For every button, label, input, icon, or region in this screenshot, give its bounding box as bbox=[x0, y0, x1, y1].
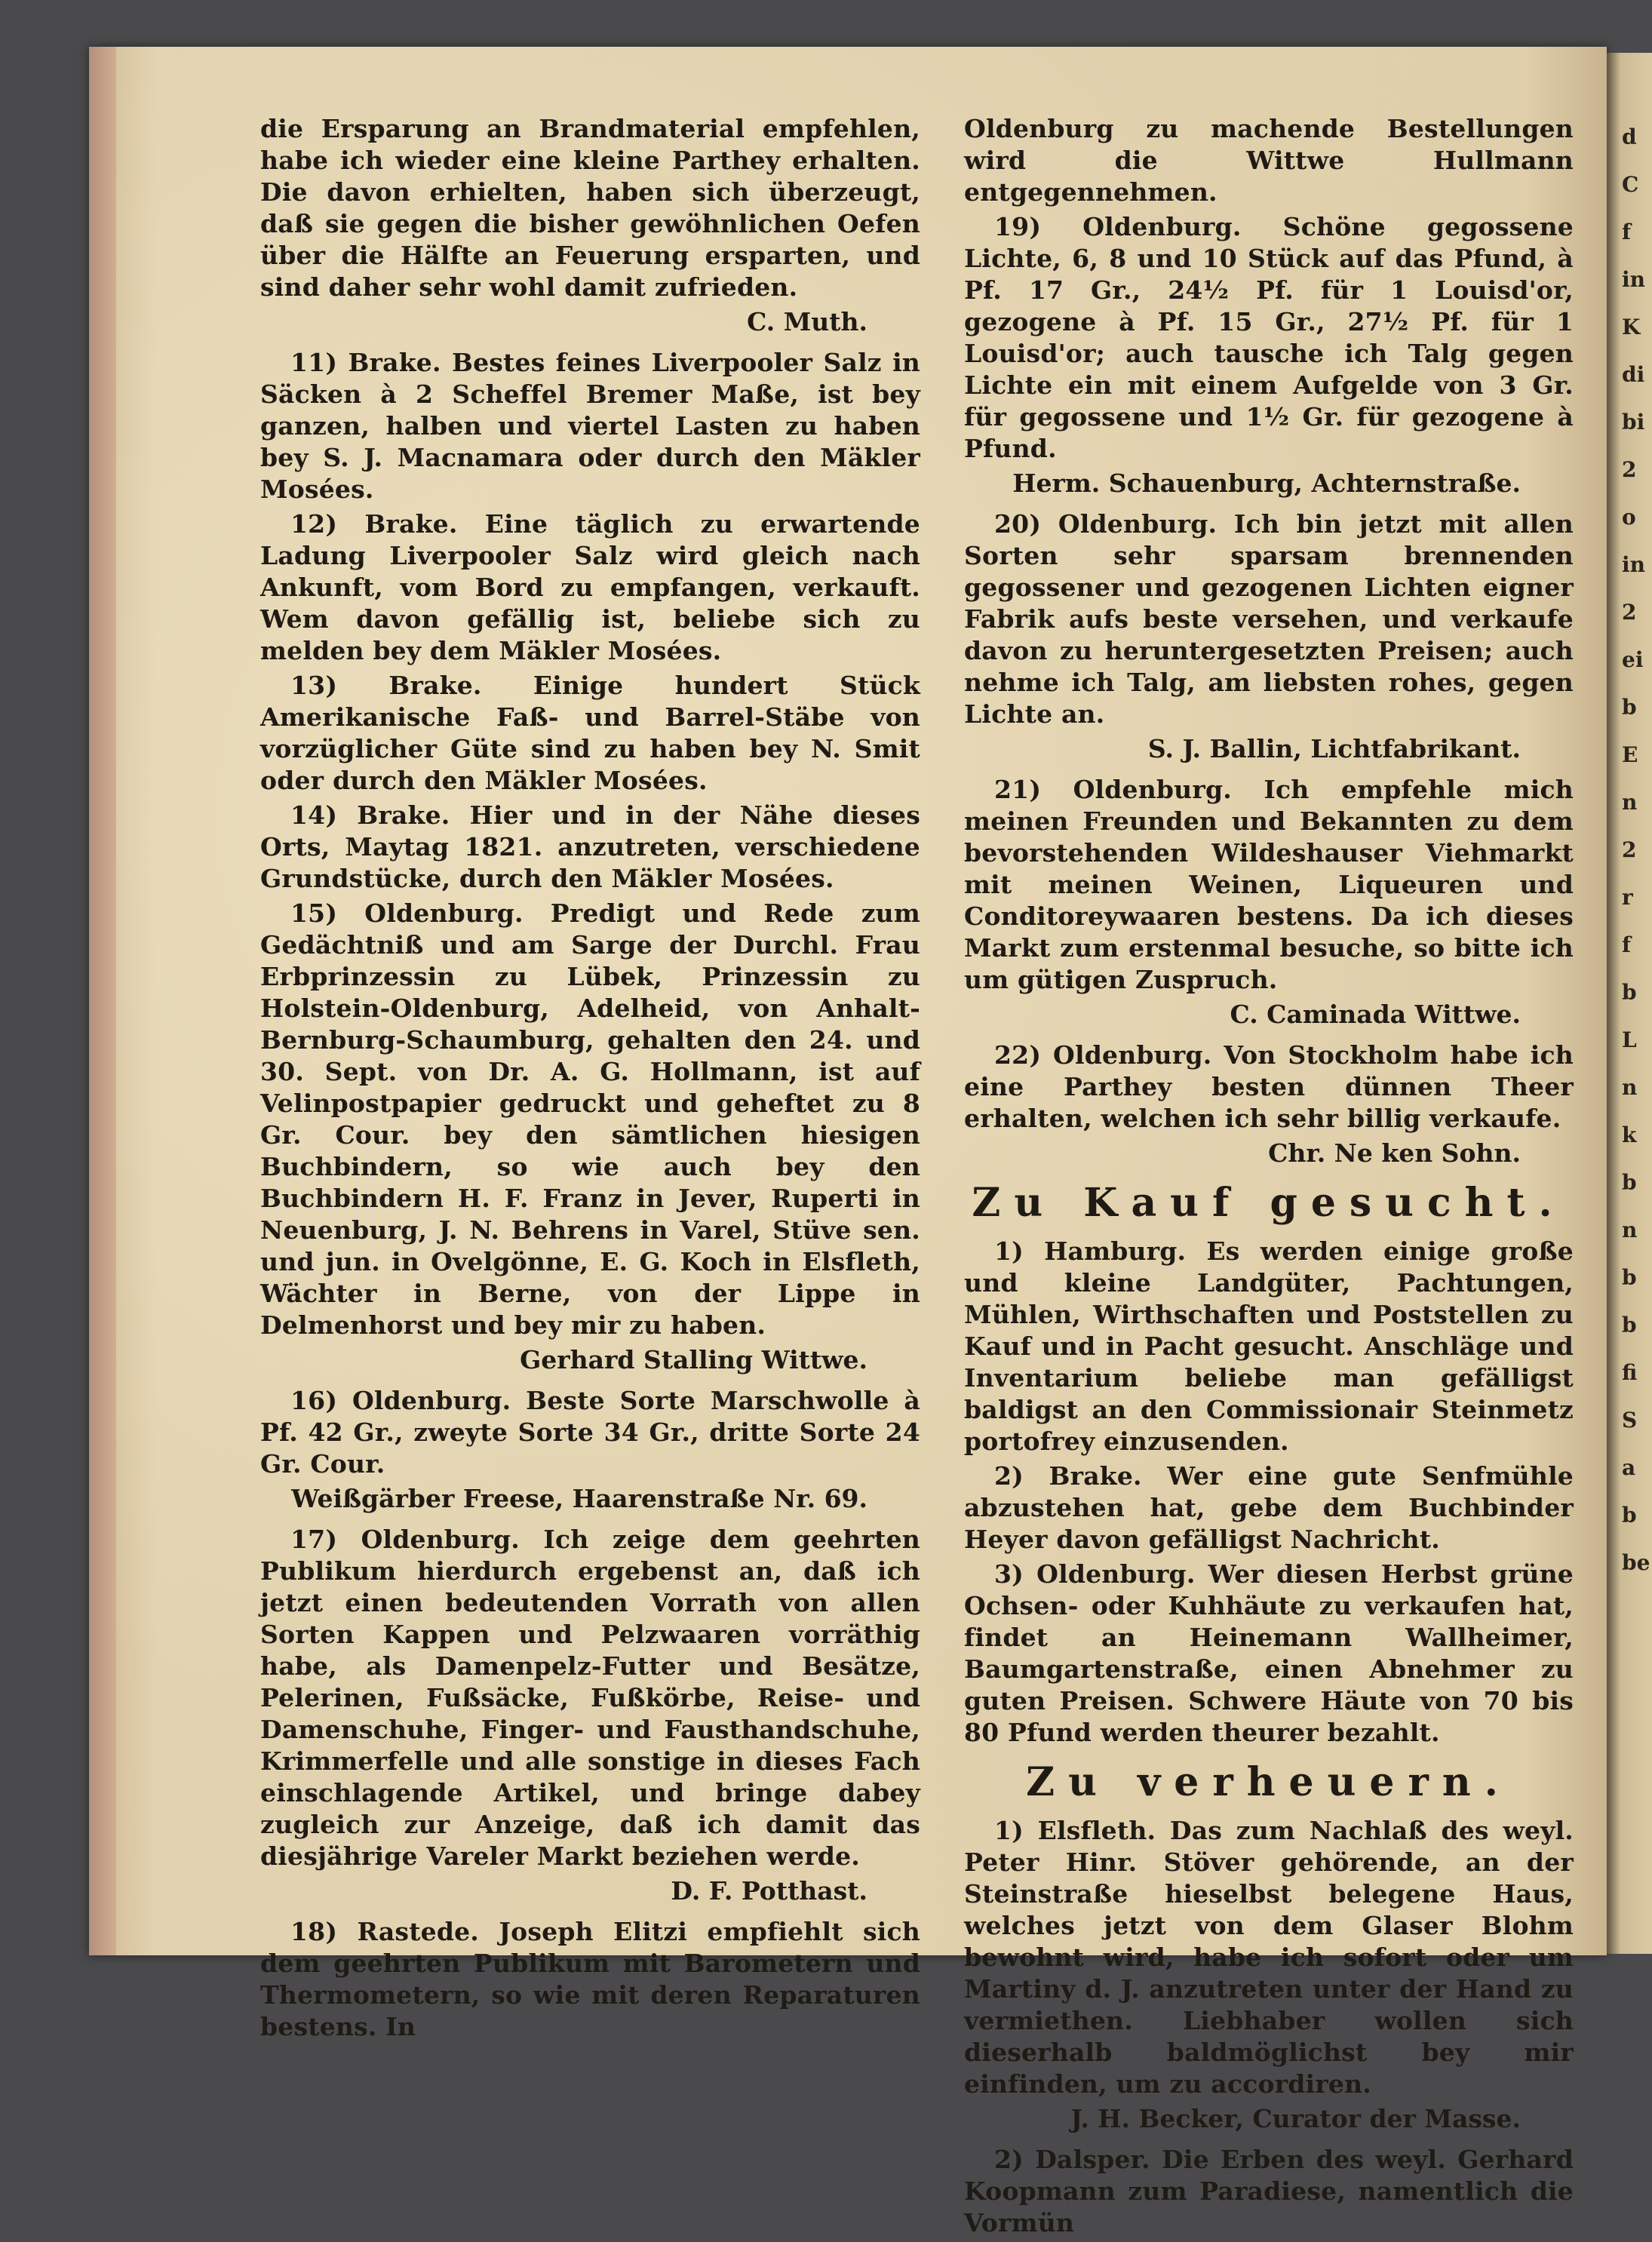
notice bbox=[964, 113, 1574, 208]
notice-signature: Weißgärber Freese, Haarenstraße Nr. 69. bbox=[291, 1484, 867, 1513]
adjacent-page-letter: K bbox=[1622, 315, 1641, 339]
notice-text: 20) Oldenburg. Ich bin jetzt mit allen Sorten sehr sparsam brennenden gegossener und gezogenen Lichten eigner Fabrik aufs beste versehen, und verkaufe davon zu heruntergesetzten Preisen; auch nehme ich Talg, am liebsten rohes, gegen Lichte an. bbox=[964, 509, 1574, 729]
adjacent-page-letter: S bbox=[1622, 1408, 1638, 1433]
adjacent-page-letter: b bbox=[1622, 980, 1637, 1005]
adjacent-page-letter: in bbox=[1622, 552, 1645, 577]
adjacent-page-letter: b bbox=[1622, 1313, 1637, 1338]
notice-text: 14) Brake. Hier und in der Nähe dieses Orts, Maytag 1821. anzutreten, verschiedene Grundstücke, durch den Mäkler Mosées. bbox=[260, 800, 920, 893]
notice-text: 22) Oldenburg. Von Stockholm habe ich eine Parthey besten dünnen Theer erhalten, welchen ich sehr billig verkaufe. bbox=[964, 1040, 1574, 1133]
adjacent-page-letter: n bbox=[1622, 790, 1638, 815]
adjacent-page-letter: k bbox=[1622, 1123, 1637, 1147]
section-heading-verheuern: Zu verheuern. bbox=[1026, 1759, 1512, 1805]
notice-text: Oldenburg zu machende Bestellungen wird die Wittwe Hullmann entgegennehmen. bbox=[964, 114, 1574, 207]
notice bbox=[260, 670, 920, 797]
notice-text: 18) Rastede. Joseph Elitzi empfiehlt sich dem geehrten Publikum mit Barometern und Thermometern, so wie mit deren Reparaturen bestens. In bbox=[260, 1917, 920, 2041]
notice-signature: J. H. Becker, Curator der Masse. bbox=[1070, 2104, 1521, 2133]
notice-text: 16) Oldenburg. Beste Sorte Marschwolle à Pf. 42 Gr., zweyte Sorte 34 Gr., dritte Sorte 24 Gr. Cour. bbox=[260, 1386, 920, 1479]
adjacent-page-letter: n bbox=[1622, 1218, 1638, 1242]
notice bbox=[964, 1460, 1574, 1556]
adjacent-page-letter: b bbox=[1622, 1503, 1637, 1528]
page-binding-edge bbox=[89, 47, 116, 1955]
notice-text: 13) Brake. Einige hundert Stück Amerikanische Faß- und Barrel-Stäbe von vorzüglicher Güte sind zu haben bey N. Smit oder durch den Mäkler Mosées. bbox=[260, 671, 920, 795]
adjacent-page-letter: bi bbox=[1622, 410, 1645, 435]
notice bbox=[964, 774, 1574, 1030]
notice-signature: C. Muth. bbox=[747, 307, 867, 336]
notice-text: 3) Oldenburg. Wer diesen Herbst grüne Ochsen- oder Kuhhäute zu verkaufen hat, findet an Heinemann Wallheimer, Baumgartenstraße, einen Abnehmer zu guten Preisen. Schwere Häute von 70 bis 80 Pfund werden theurer bezahlt. bbox=[964, 1559, 1574, 1747]
notice bbox=[964, 211, 1574, 499]
adjacent-page-letter: C bbox=[1622, 172, 1639, 197]
adjacent-page-letter: ei bbox=[1622, 647, 1644, 672]
adjacent-page-letter: in bbox=[1622, 267, 1645, 292]
notice-signature: D. F. Potthast. bbox=[671, 1876, 867, 1906]
notice bbox=[260, 800, 920, 895]
notice-text: 19) Oldenburg. Schöne gegossene Lichte, 6, 8 und 10 Stück auf das Pfund, à Pf. 17 Gr., 24½ Pf. für 1 Louisd'or, gezogene à Pf. 15 Gr., 27½ Pf. für 1 Louisd'or; auch tausche ich Talg gegen Lichte ein mit einem Aufgelde von 3 Gr. für gegossene und 1½ Gr. für gezogene à Pfund. bbox=[964, 212, 1574, 463]
notice-text: 15) Oldenburg. Predigt und Rede zum Gedächtniß und am Sarge der Durchl. Frau Erbprinzessin zu Lübek, Prinzessin zu Holstein-Oldenburg, Adelheid, von Anhalt-Bernburg-Schaumburg, gehalten den 24. und 30. Sept. von Dr. A. G. Hollmann, ist auf Velinpostpapier gedruckt und geheftet zu 8 Gr. Cour. bey den sämtlichen hiesigen Buchbindern, so wie auch bey den Buchbindern H. F. Franz in Jever, Ruperti in Neuenburg, J. N. Behrens in Varel, Stüve sen. und jun. in Ovelgönne, E. G. Koch in Elsfleth, Wächter in Berne, von der Lippe in Delmenhorst und bey mir zu haben. bbox=[260, 898, 920, 1340]
notice-text: 11) Brake. Bestes feines Liverpooler Salz in Säcken à 2 Scheffel Bremer Maße, ist bey ganzen, halben und viertel Lasten zu haben bey S. J. Macnamara oder durch den Mäkler Mosées. bbox=[260, 348, 920, 504]
adjacent-page-letter: be bbox=[1622, 1550, 1650, 1575]
adjacent-page-letter: f bbox=[1622, 932, 1632, 957]
notice bbox=[964, 1236, 1574, 1457]
notice-text: 2) Dalsper. Die Erben des weyl. Gerhard Koopmann zum Paradiese, namentlich die Vormün bbox=[964, 2145, 1574, 2237]
right-column bbox=[964, 113, 1574, 2242]
notice-text: 17) Oldenburg. Ich zeige dem geehrten Publikum hierdurch ergebenst an, daß ich jetzt einen bedeutenden Vorrath von allen Sorten Kappen und Pelzwaaren vorräthig habe, als Damenpelz-Futter und Besätze, Pelerinen, Fußsäcke, Fußkörbe, Reise- und Damenschuhe, Finger- und Fausthandschuhe, Krimmerfelle und alle sonstige in dieses Fach einschlagende Artikel, und bringe dabey zugleich zur Anzeige, daß ich damit das diesjährige Vareler Markt beziehen werde. bbox=[260, 1525, 920, 1871]
adjacent-page-letter: n bbox=[1622, 1075, 1638, 1100]
adjacent-page-letter: E bbox=[1622, 742, 1638, 767]
adjacent-page-letter: a bbox=[1622, 1455, 1636, 1480]
notice-text: die Ersparung an Brandmaterial empfehlen, habe ich wieder eine kleine Parthey erhalten. Die davon erhielten, haben sich überzeugt, daß sie gegen die bisher gewöhnlichen Oefen über die Hälfte an Feuerung ersparten, und sind daher sehr wohl damit zufrieden. bbox=[260, 114, 920, 302]
adjacent-page-letter: o bbox=[1622, 505, 1636, 530]
adjacent-page-letter: 2 bbox=[1622, 600, 1637, 625]
notice-text: 1) Hamburg. Es werden einige große und kleine Landgüter, Pachtungen, Mühlen, Wirthschaften und Poststellen zu Kauf und in Pacht gesucht. Anschläge und Inventarium beliebe man gefälligst baldigst an den Commissionair Steinmetz portofrey einzusenden. bbox=[964, 1236, 1574, 1456]
notice-signature: Herm. Schauenburg, Achternstraße. bbox=[1012, 468, 1521, 498]
notice bbox=[964, 1815, 1574, 2135]
notice bbox=[964, 508, 1574, 765]
adjacent-page-letter: b bbox=[1622, 1170, 1637, 1195]
adjacent-page-letter: fi bbox=[1622, 1360, 1638, 1385]
adjacent-page-letters bbox=[1622, 113, 1650, 1586]
notice bbox=[260, 508, 920, 667]
notice-signature: C. Caminada Wittwe. bbox=[1230, 1000, 1521, 1029]
adjacent-page-letter: 2 bbox=[1622, 837, 1637, 862]
notice-text: 12) Brake. Eine täglich zu erwartende Ladung Liverpooler Salz wird gleich nach Ankunft, vom Bord zu empfangen, verkauft. Wem davon gefällig ist, beliebe sich zu melden bey dem Mäkler Mosées. bbox=[260, 509, 920, 665]
notice-text: 2) Brake. Wer eine gute Senfmühle abzustehen hat, gebe dem Buchbinder Heyer davon gefälligst Nachricht. bbox=[964, 1461, 1574, 1554]
adjacent-page-letter: di bbox=[1622, 362, 1645, 387]
notice bbox=[260, 113, 920, 338]
notice-signature: Chr. Ne ken Sohn. bbox=[1268, 1138, 1521, 1168]
adjacent-page-letter: L bbox=[1622, 1027, 1637, 1052]
adjacent-page-letter: f bbox=[1622, 220, 1632, 244]
adjacent-page-letter: b bbox=[1622, 1265, 1637, 1290]
adjacent-page-letter: b bbox=[1622, 695, 1637, 720]
left-column bbox=[260, 113, 920, 2046]
notice-signature: S. J. Ballin, Lichtfabrikant. bbox=[1147, 734, 1521, 763]
notice bbox=[260, 1385, 920, 1515]
notice bbox=[964, 1559, 1574, 1749]
notice bbox=[260, 347, 920, 505]
notice bbox=[260, 1916, 920, 2043]
adjacent-page-letter: r bbox=[1622, 885, 1633, 910]
notice bbox=[260, 1524, 920, 1907]
notice bbox=[964, 1040, 1574, 1169]
notice bbox=[260, 898, 920, 1376]
adjacent-page-letter: 2 bbox=[1622, 457, 1637, 482]
notice-signature: Gerhard Stalling Wittwe. bbox=[520, 1345, 867, 1374]
notice-text: 21) Oldenburg. Ich empfehle mich meinen Freunden und Bekannten zu dem bevorstehenden Wildeshauser Viehmarkt mit meinen Weinen, Liqueuren und Conditoreywaaren bestens. Da ich dieses Markt zum erstenmal besuche, so bitte ich um gütigen Zuspruch. bbox=[964, 775, 1574, 994]
notice-text: 1) Elsfleth. Das zum Nachlaß des weyl. Peter Hinr. Stöver gehörende, an der Steinstraße hieselbst belegene Haus, welches jetzt von dem Glaser Blohm bewohnt wird, habe ich sofort oder um Martiny d. J. anzutreten unter der Hand zu vermiethen. Liebhaber wollen sich dieserhalb baldmöglichst bey mir einfinden, um zu accordiren. bbox=[964, 1816, 1574, 2099]
adjacent-page-letter: d bbox=[1622, 124, 1637, 149]
section-heading-kauf: Zu Kauf gesucht. bbox=[972, 1180, 1566, 1226]
notice bbox=[964, 2144, 1574, 2239]
